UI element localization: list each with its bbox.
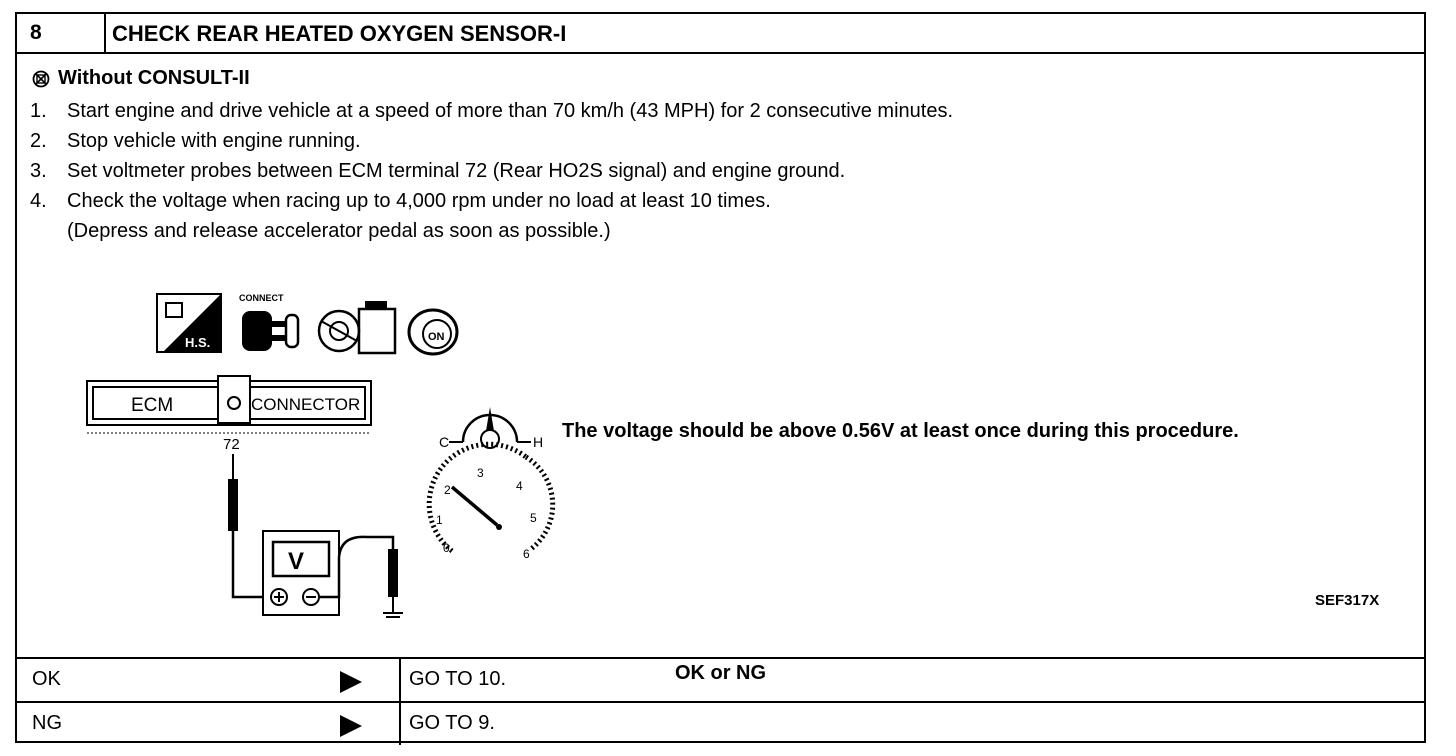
tach-mark-4: 4: [516, 479, 523, 493]
temp-hot-label: H: [533, 434, 544, 450]
voltmeter: [263, 531, 339, 615]
step-index: 4.: [30, 190, 47, 212]
tachometer: [429, 444, 553, 561]
result-action: GO TO 10.: [409, 668, 507, 690]
result-label: NG: [32, 712, 62, 734]
result-label: OK: [32, 668, 61, 690]
result-row-ng: [17, 701, 1424, 745]
step-note: (Depress and release accelerator pedal as soon as possible.): [67, 220, 611, 242]
ignition-on-icon: [409, 310, 457, 354]
engine-icon: [319, 301, 395, 353]
column-divider: [399, 703, 401, 745]
hs-label: H.S.: [185, 335, 211, 350]
procedure-step: [30, 156, 953, 186]
tach-mark-0: 0: [443, 541, 450, 555]
step-header: [17, 14, 1424, 54]
result-row-ok: [17, 657, 1424, 701]
step-text: Start engine and drive vehicle at a speed of more than 70 km/h (43 MPH) for 2 consecutive minutes.: [67, 100, 954, 122]
temp-cold-label: C: [439, 434, 450, 450]
ecm-label: ECM: [131, 395, 174, 416]
result-action: GO TO 9.: [409, 712, 495, 734]
tach-mark-6: 6: [523, 547, 530, 561]
connect-label: CONNECT: [239, 293, 284, 303]
tach-mark-1: 1: [436, 513, 443, 527]
step-index: 3.: [30, 160, 47, 182]
diagnostic-procedure-sheet: [15, 12, 1426, 743]
voltmeter-label: V: [288, 548, 305, 575]
figure-reference: SEF317X: [1315, 592, 1380, 609]
result-heading: OK or NG: [674, 662, 767, 684]
terminal-number: 72: [223, 436, 240, 453]
step-index: 2.: [30, 130, 47, 152]
step-title: CHECK REAR HEATED OXYGEN SENSOR-I: [112, 21, 567, 46]
connector-label: CONNECTOR: [251, 395, 361, 414]
temperature-gauge: [439, 407, 543, 450]
step-text: Stop vehicle with engine running.: [67, 130, 361, 152]
ecm-connector: [87, 376, 371, 433]
arrow-right-icon: [340, 715, 362, 737]
column-divider: [399, 659, 401, 701]
tach-mark-2: 2: [444, 483, 451, 497]
procedure-steps: [30, 96, 953, 246]
ignition-on-label: ON: [428, 331, 445, 343]
voltmeter-diagram: [67, 279, 607, 619]
procedure-step: [30, 96, 953, 126]
tach-mark-5: 5: [530, 511, 537, 525]
procedure-step: [30, 186, 953, 216]
tach-mark-3: 3: [477, 466, 484, 480]
step-text: Set voltmeter probes between ECM terminal 72 (Rear HO2S signal) and engine ground.: [67, 160, 846, 182]
step-index: 1.: [30, 100, 47, 122]
arrow-right-icon: [340, 671, 362, 693]
no-consult-icon: [32, 70, 50, 88]
procedure-heading: [32, 67, 250, 90]
connect-icon: [239, 293, 298, 351]
procedure-heading-text: Without CONSULT-II: [58, 67, 250, 89]
voltage-criteria: The voltage should be above 0.56V at least once during this procedure.: [562, 420, 1239, 442]
procedure-step: [30, 126, 953, 156]
step-text: Check the voltage when racing up to 4,000 rpm under no load at least 10 times.: [67, 190, 771, 212]
hot-start-icon: [157, 294, 221, 352]
step-number: 8: [17, 14, 106, 52]
